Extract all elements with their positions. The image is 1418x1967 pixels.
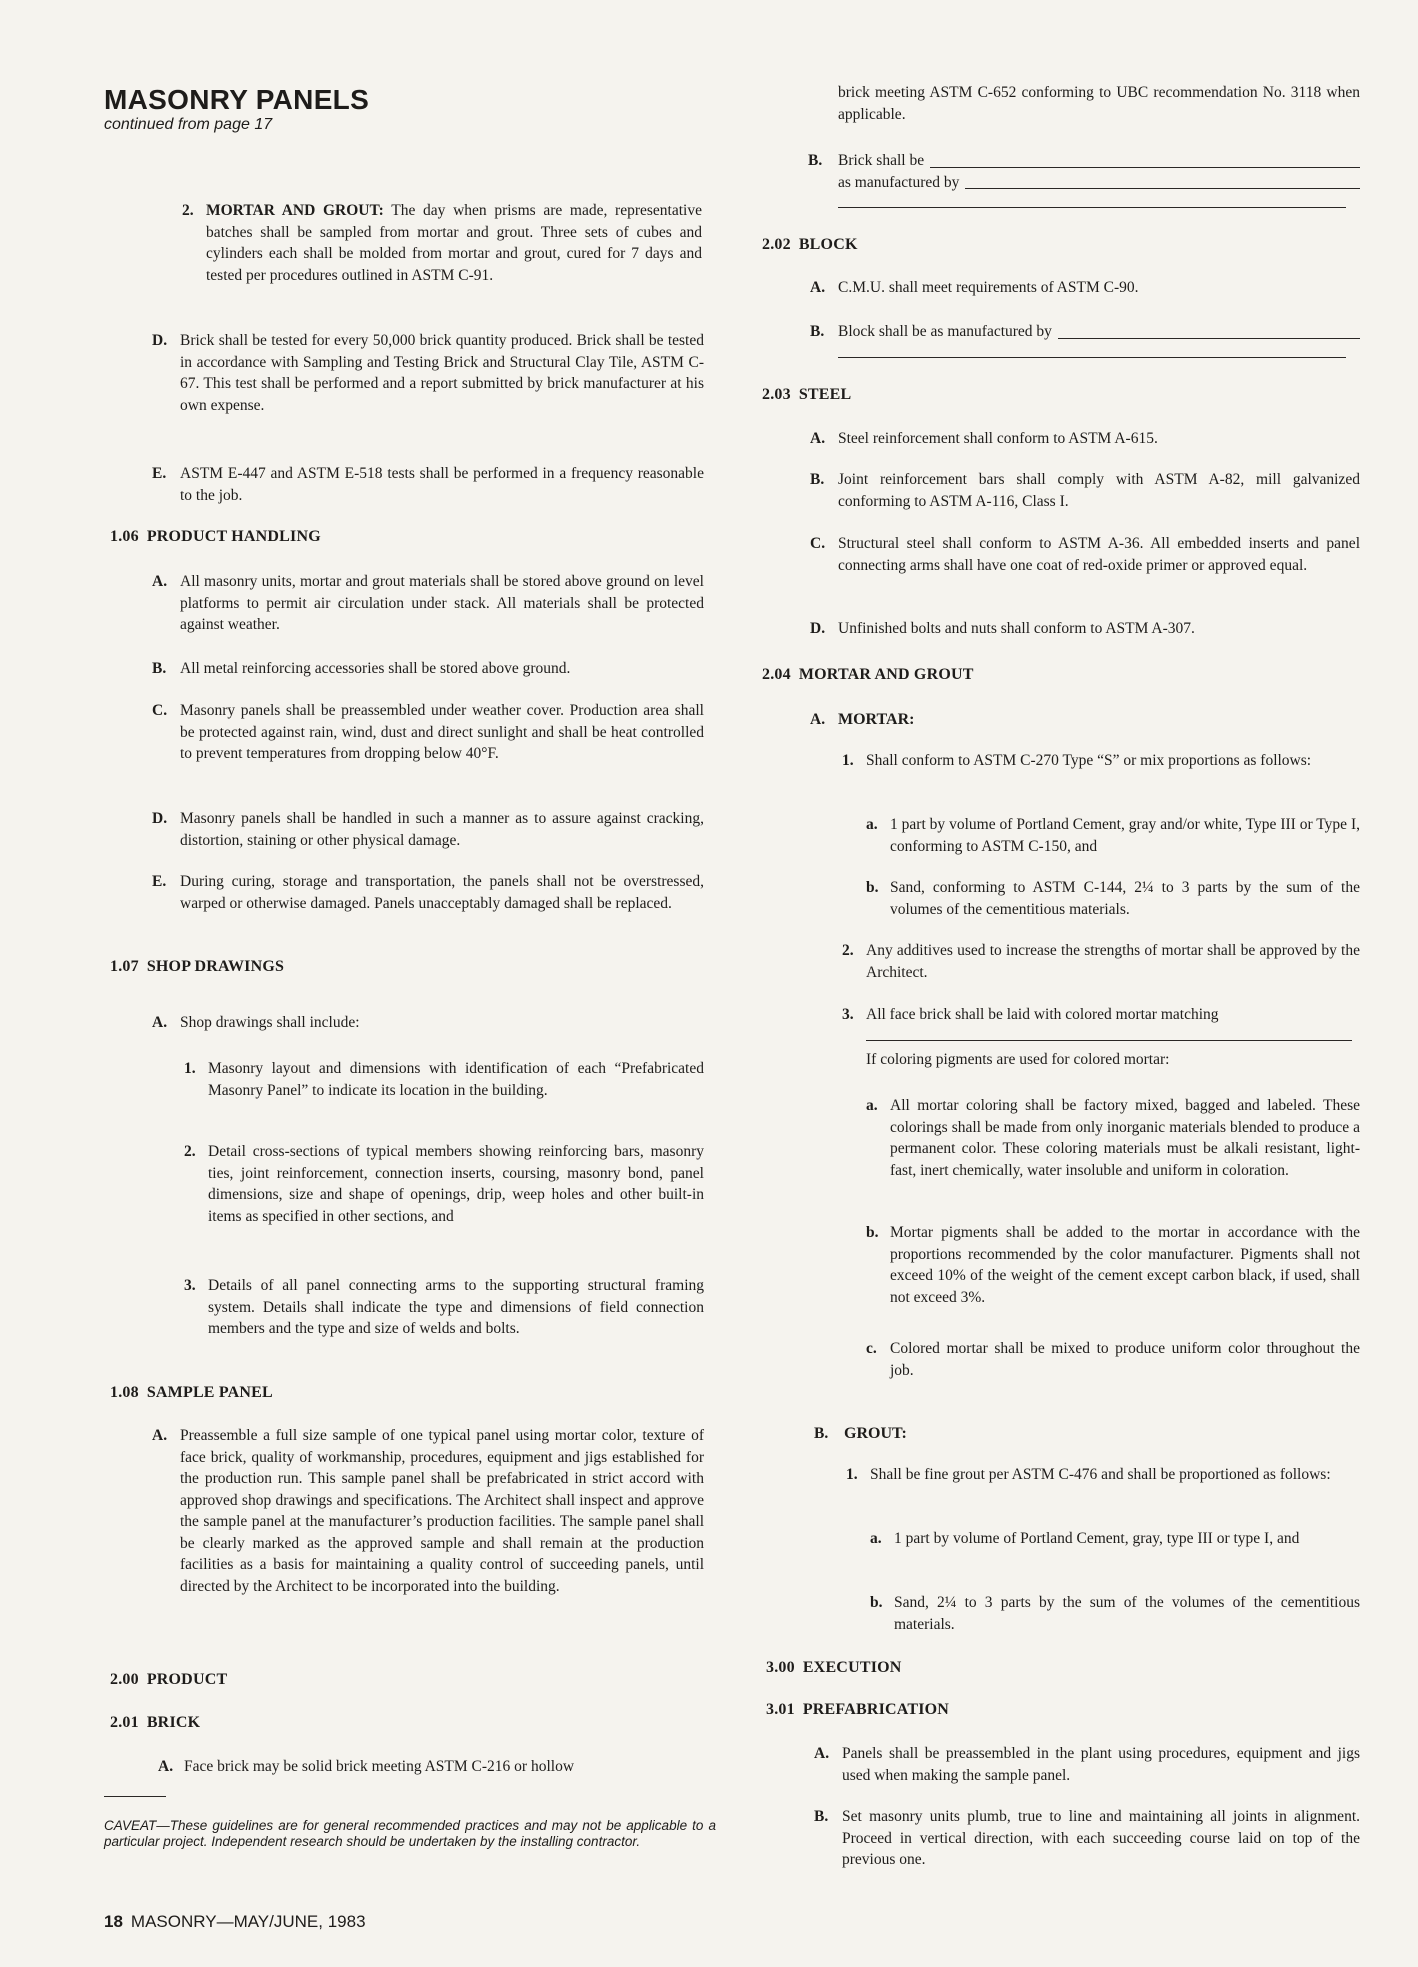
item-marker: A. — [810, 279, 826, 296]
item-text: Sand, 2¼ to 3 parts by the sum of the volumes of the cementitious materials. — [894, 1594, 1360, 1633]
list-item — [184, 1141, 704, 1227]
list-item — [158, 1756, 704, 1778]
list-item — [152, 330, 704, 416]
item-marker: c. — [866, 1340, 877, 1357]
list-item — [810, 533, 1360, 576]
item-text: Mortar pigments shall be added to the mortar in accordance with the proportions recommended by the color manufacturer. Pigments shall not exceed 10% of the weight of the cement except carbon black, if used, shall not exceed 3%. — [890, 1224, 1360, 1306]
item-text: Masonry panels shall be preassembled under weather cover. Production area shall be protected against rain, wind, dust and direct sunlight and shall be heat controlled to prevent temperatures from dropping below 40°F. — [180, 702, 704, 762]
item-text: 1 part by volume of Portland Cement, gray and/or white, Type III or Type I, conforming to ASTM C-150, and — [890, 816, 1360, 855]
item-text: C.M.U. shall meet requirements of ASTM C-90. — [838, 279, 1139, 296]
item-text: MORTAR: — [838, 711, 915, 728]
subsection-heading — [814, 1423, 1360, 1445]
item-text: Brick shall be — [838, 152, 925, 169]
page-number: 18 — [104, 1912, 123, 1931]
list-item — [152, 871, 704, 914]
item-text: Unfinished bolts and nuts shall conform to ASTM A-307. — [838, 620, 1195, 637]
list-item — [866, 1338, 1360, 1381]
blank-line — [838, 207, 1346, 208]
list-item — [842, 1004, 1360, 1070]
item-text: Face brick may be solid brick meeting ASTM C-216 or hollow — [184, 1758, 575, 1775]
item-text: 1 part by volume of Portland Cement, gray, type III or type I, and — [894, 1530, 1300, 1547]
item-marker: 2. — [182, 202, 194, 219]
blank-line — [866, 1040, 1352, 1041]
list-item — [808, 150, 1360, 208]
item-marker: 3. — [842, 1006, 854, 1023]
item-text: Details of all panel connecting arms to the supporting structural framing system. Details shall indicate the type and dimensions of field connection members and the type and size of welds and bolts. — [208, 1277, 704, 1337]
item-marker: A. — [814, 1745, 830, 1762]
item-text: Masonry layout and dimensions with identification of each “Prefabricated Masonry Panel” to indicate its location in the building. — [208, 1060, 704, 1099]
list-item — [866, 1222, 1360, 1308]
list-item — [814, 1743, 1360, 1786]
publication-name: MASONRY—MAY/JUNE, 1983 — [130, 1912, 366, 1931]
item-marker: A. — [152, 1427, 168, 1444]
item-marker: B. — [814, 1808, 829, 1825]
list-item — [152, 1012, 704, 1034]
list-item — [152, 808, 704, 851]
item-marker: A. — [152, 573, 168, 590]
item-text: Any additives used to increase the strengths of mortar shall be approved by the Architect. — [866, 942, 1360, 981]
list-item — [184, 1058, 704, 1101]
item-marker: b. — [866, 879, 879, 896]
item-marker: E. — [152, 465, 167, 482]
list-item — [810, 428, 1360, 450]
section-heading: 2.02 BLOCK — [762, 236, 858, 253]
list-item — [810, 321, 1360, 358]
item-text: Shall be fine grout per ASTM C-476 and shall be proportioned as follows: — [870, 1466, 1331, 1483]
item-text: GROUT: — [844, 1425, 907, 1442]
list-item — [810, 469, 1360, 512]
item-text: All masonry units, mortar and grout materials shall be stored above ground on level platforms to permit air circulation under stack. All materials shall be protected against weather. — [180, 573, 704, 633]
item-marker: 3. — [184, 1277, 196, 1294]
item-text: All face brick shall be laid with colored mortar matching — [866, 1006, 1219, 1023]
item-marker: C. — [810, 535, 826, 552]
list-item — [866, 877, 1360, 920]
section-heading: 1.06 PRODUCT HANDLING — [110, 528, 321, 545]
page-subtitle: continued from page 17 — [104, 116, 273, 133]
item-text: Panels shall be preassembled in the plant using procedures, equipment and jigs used when making the sample panel. — [842, 1745, 1360, 1784]
item-text: Detail cross-sections of typical members showing reinforcing bars, masonry ties, joint reinforcement, connection inserts, coursing, masonry bond, panel dimensions, size and shape of openings, drip, weep holes and other built-in items as specified in other sections, and — [208, 1143, 704, 1225]
item-marker: D. — [810, 620, 826, 637]
item-marker: D. — [152, 332, 168, 349]
item-text: During curing, storage and transportation, the panels shall not be overstressed, warped or otherwise damaged. Panels unacceptably damaged shall be replaced. — [180, 873, 704, 912]
item-text: Sand, conforming to ASTM C-144, 2¼ to 3 parts by the sum of the volumes of the cementitious materials. — [890, 879, 1360, 918]
page-title: MASONRY PANELS — [104, 84, 370, 115]
item-marker: 1. — [846, 1466, 858, 1483]
item-marker: C. — [152, 702, 168, 719]
list-item — [866, 1095, 1360, 1181]
item-text: All metal reinforcing accessories shall be stored above ground. — [180, 660, 571, 677]
item-marker: B. — [810, 471, 825, 488]
list-item — [814, 1806, 1360, 1871]
blank-line — [838, 357, 1346, 358]
page-footer — [104, 1912, 366, 1932]
section-heading: 2.00 PRODUCT — [110, 1671, 228, 1688]
item-marker: A. — [158, 1758, 174, 1775]
item-marker: B. — [814, 1425, 829, 1442]
list-item — [152, 658, 704, 680]
item-marker: E. — [152, 873, 167, 890]
item-marker: B. — [152, 660, 167, 677]
item-text: Preassemble a full size sample of one typical panel using mortar color, texture of face brick, quality of workmanship, procedures, equipment and jigs established for the production run. This sample panel shall be prefabricated in strict accord with approved shop drawings and specifications. The Architect shall inspect and approve the sample panel at the manufacturer’s production facilities. The sample panel shall be clearly marked as the approved sample and shall remain at the production facilities as a basis for maintaining a quality control of succeeding panels, until directed by the Architect to be incorporated into the building. — [180, 1427, 704, 1595]
subsection-heading — [810, 709, 1360, 731]
blank-line — [965, 174, 1360, 189]
list-item — [152, 463, 704, 506]
item-marker: b. — [870, 1594, 883, 1611]
list-item — [846, 1464, 1360, 1486]
item-marker: b. — [866, 1224, 879, 1241]
item-marker: A. — [810, 430, 826, 447]
item-text: Shall conform to ASTM C-270 Type “S” or mix proportions as follows: — [866, 752, 1312, 769]
item-text: Brick shall be tested for every 50,000 brick quantity produced. Brick shall be tested in accordance with Sampling and Testing Brick and Structural Clay Tile, ASTM C-67. This test shall be performed and a report submitted by brick manufacturer at his own expense. — [180, 332, 704, 414]
section-heading: 1.07 SHOP DRAWINGS — [110, 958, 285, 975]
list-item — [870, 1592, 1360, 1635]
item-marker: B. — [810, 323, 825, 340]
list-item — [842, 940, 1360, 983]
list-item — [810, 277, 1360, 299]
list-item — [152, 571, 704, 636]
item-text: ASTM E-447 and ASTM E-518 tests shall be performed in a frequency reasonable to the job. — [180, 465, 704, 504]
item-marker: a. — [870, 1530, 882, 1547]
item-text: as manufactured by — [838, 173, 960, 191]
section-heading: 3.01 PREFABRICATION — [766, 1701, 950, 1718]
item-text: Masonry panels shall be handled in such a manner as to assure against cracking, distortion, staining or other physical damage. — [180, 810, 704, 849]
list-item — [810, 618, 1360, 640]
item-text: Shop drawings shall include: — [180, 1014, 360, 1031]
caveat-divider — [104, 1796, 166, 1797]
item-text: All mortar coloring shall be factory mixed, bagged and labeled. These colorings shall be made from only inorganic materials blended to produce a permanent color. These coloring materials must be alkali resistant, light-fast, inert chemically, water insoluble and uniform in coloration. — [890, 1097, 1360, 1179]
caveat-note: CAVEAT—These guidelines are for general recommended practices and may not be applicable to a particular project. Independent research should be undertaken by the installing contractor. — [104, 1818, 716, 1849]
item-marker: a. — [866, 816, 878, 833]
item-marker: A. — [152, 1014, 168, 1031]
pigment-note: If coloring pigments are used for colored mortar: — [866, 1050, 1170, 1068]
section-heading: 2.03 STEEL — [762, 386, 852, 403]
item-marker: A. — [810, 711, 826, 728]
blank-line — [930, 153, 1360, 168]
item-marker: D. — [152, 810, 168, 827]
list-item — [182, 200, 702, 286]
list-item — [866, 814, 1360, 857]
section-heading: 2.04 MORTAR AND GROUT — [762, 666, 974, 683]
list-item — [842, 750, 1360, 772]
item-text: Structural steel shall conform to ASTM A-36. All embedded inserts and panel connecting arms shall have one coat of red-oxide primer or approved equal. — [838, 535, 1360, 574]
item-text: Steel reinforcement shall conform to ASTM A-615. — [838, 430, 1158, 447]
item-text: Set masonry units plumb, true to line and maintaining all joints in alignment. Proceed in vertical direction, with each succeeding course laid on top of the previous one. — [842, 1808, 1360, 1868]
list-item — [152, 1425, 704, 1597]
item-marker: B. — [808, 152, 823, 169]
item-marker: a. — [866, 1097, 878, 1114]
item-text: Block shall be as manufactured by — [838, 323, 1052, 340]
section-heading: 1.08 SAMPLE PANEL — [110, 1384, 273, 1401]
item-text: Joint reinforcement bars shall comply with ASTM A-82, mill galvanized conforming to ASTM A-116, Class I. — [838, 471, 1360, 510]
continued-text: brick meeting ASTM C-652 conforming to UBC recommendation No. 3118 when applicable. — [838, 84, 1360, 123]
item-text — [206, 200, 702, 286]
section-heading: 2.01 BRICK — [110, 1714, 201, 1731]
section-heading: 3.00 EXECUTION — [766, 1659, 902, 1676]
item-marker: 2. — [184, 1143, 196, 1160]
item-text: Colored mortar shall be mixed to produce uniform color throughout the job. — [890, 1340, 1360, 1379]
item-marker: 1. — [184, 1060, 196, 1077]
item-marker: 1. — [842, 752, 854, 769]
list-item — [152, 700, 704, 765]
item-marker: 2. — [842, 942, 854, 959]
item-body: The day when prisms are made, representative batches shall be sampled from mortar and grout. Three sets of cubes and cylinders each shall be molded from mortar and grout, cured for 7 days and tested per procedures outlined in ASTM C-91. — [206, 202, 702, 284]
list-item — [870, 1528, 1360, 1550]
item-heading: MORTAR AND GROUT: — [206, 202, 384, 219]
blank-line — [1058, 324, 1360, 339]
list-item — [184, 1275, 704, 1340]
